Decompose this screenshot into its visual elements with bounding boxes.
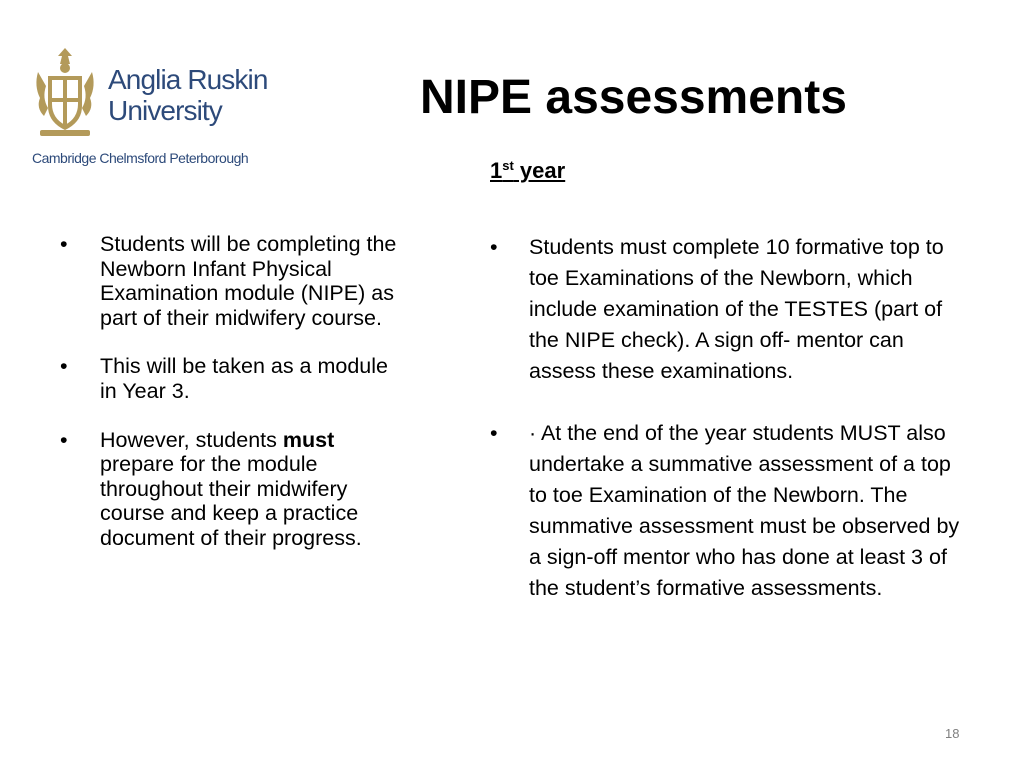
bullet-text-end: prepare for the module throughout their midwifery course and keep a practice document of their progress. [100,452,362,550]
slide-title: NIPE assessments [420,71,847,124]
bullet-text: Students must complete 10 formative top to toe Examinations of the Newborn, which include examination of the TESTES (part of the NIPE check). A sign off- mentor can assess these examinations. [529,235,944,383]
page-number: 18 [945,726,960,741]
list-item [490,232,960,387]
university-crest-icon [32,46,98,140]
bullet-marker: • [60,232,68,256]
emphasis-must: must [282,427,335,452]
bullet-marker: • [60,354,68,379]
university-logo [30,44,275,172]
university-name-line1: Anglia Ruskin [108,64,268,95]
university-name-line2: University [108,95,222,126]
left-bullet-list [60,232,400,575]
list-item [490,418,960,604]
list-item [60,354,400,403]
year-number: 1 [490,158,503,183]
university-name [108,64,268,126]
bullet-text: · At the end of the year students MUST also undertake a summative assessment of a top to toe Examination of the Newborn. The summative assessment must be observed by a sign-off mentor who has done at least 3 of the student’s formative assessments. [529,421,960,600]
right-bullet-list [490,232,960,635]
bullet-marker: • [490,421,498,445]
year-label: year [513,158,566,183]
bullet-marker: • [490,235,498,259]
bullet-text [100,428,362,550]
list-item [60,232,400,330]
bullet-text: This will be taken as a module in Year 3. [100,354,389,403]
year-ordinal-suffix: st [502,158,514,173]
bullet-text: Students will be completing the Newborn Infant Physical Examination module (NIPE) as part of their midwifery course. [100,232,397,330]
campus-list: Cambridge Chelmsford Peterborough [32,150,249,166]
bullet-text-start: However, students [100,427,283,452]
bullet-marker: • [60,427,68,452]
list-item [60,428,400,551]
first-year-heading [490,158,565,184]
